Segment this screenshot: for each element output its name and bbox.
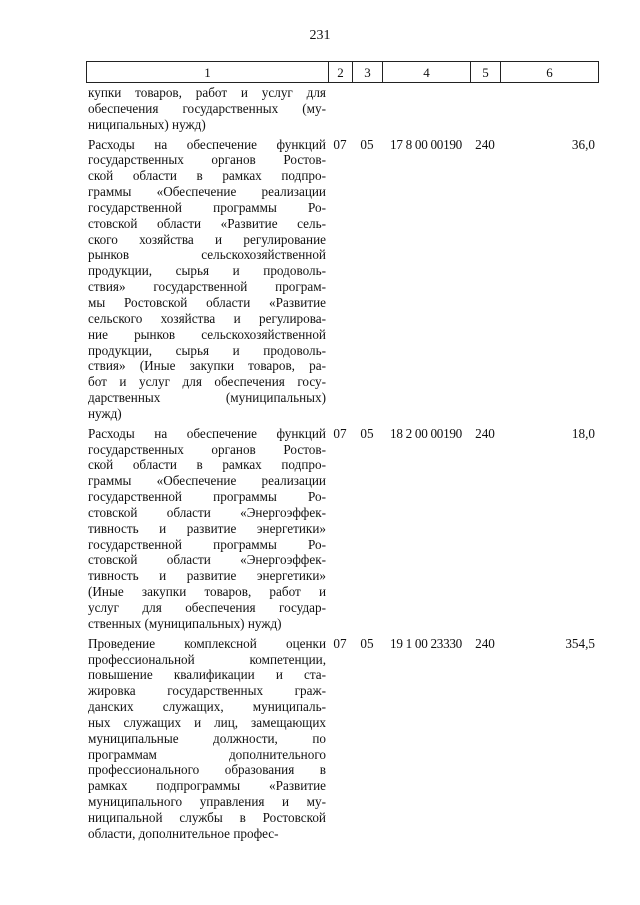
description-line: данских служащих, муниципаль- — [88, 699, 326, 715]
description-line: тивность и развитие энергетики» — [88, 520, 326, 536]
description-line: программам дополнительного — [88, 746, 326, 762]
description-line: продукции, сырья и продоволь- — [88, 342, 326, 358]
target-article-code: 17 8 00 00190 — [390, 136, 462, 152]
description-line: государственной программы Ро- — [88, 489, 326, 505]
column-header-5: 5 — [470, 62, 500, 82]
description-line: обеспечения государственных (му- — [88, 100, 326, 116]
section-code — [328, 85, 352, 133]
table-row — [86, 426, 599, 632]
table-row — [86, 636, 599, 842]
target-article-code — [382, 85, 470, 133]
description-line: области, дополнительное профес- — [88, 825, 279, 841]
description-line: ниципальных) нужд) — [88, 116, 206, 132]
table-row — [86, 137, 599, 422]
row-description — [88, 636, 326, 842]
amount-value: 18,0 — [571, 425, 595, 441]
column-header-1: 1 — [86, 62, 328, 82]
description-line: профессиональной компетенции, — [88, 651, 326, 667]
description-line: рынков сельскохозяйственной — [88, 247, 326, 263]
description-line: купки товаров, работ и услуг для — [88, 85, 326, 100]
expense-type-code — [470, 85, 500, 133]
description-line: Расходы на обеспечение функций — [88, 425, 326, 441]
table-row — [86, 85, 599, 133]
column-header-2: 2 — [328, 62, 352, 82]
row-description — [88, 85, 326, 133]
description-line: граммы «Обеспечение реализации — [88, 184, 326, 200]
description-line: бот и услуг для обеспечения госу- — [88, 374, 326, 390]
description-line: стовской области «Развитие сель- — [88, 215, 326, 231]
target-article-code: 18 2 00 00190 — [390, 425, 462, 441]
subsection-code: 05 — [360, 136, 374, 152]
description-line: муниципального управления и му- — [88, 794, 326, 810]
description-line: Проведение комплексной оценки — [88, 635, 326, 651]
description-line: услуг для обеспечения государ- — [88, 600, 326, 615]
description-line: государственных органов Ростов- — [88, 441, 326, 457]
description-line: (Иные закупки товаров, работ и — [88, 584, 326, 600]
description-line: ных служащих и лиц, замещающих — [88, 714, 326, 730]
description-line: ние рынков сельскохозяйственной — [88, 326, 326, 342]
expense-type-code: 240 — [475, 425, 495, 441]
description-line: государственной программы Ро- — [88, 536, 326, 552]
amount-value — [500, 85, 599, 133]
section-code: 07 — [333, 425, 347, 441]
subsection-code: 05 — [360, 635, 374, 651]
row-description — [88, 426, 326, 632]
description-line: сельского хозяйства и регулирова- — [88, 310, 326, 326]
description-line: государственной программы Ро- — [88, 199, 326, 215]
description-line: мы Ростовской области «Развитие — [88, 294, 326, 310]
subsection-code — [352, 85, 382, 133]
description-line: профессионального образования в — [88, 762, 326, 778]
description-line: Расходы на обеспечение функций — [88, 136, 326, 152]
description-line: ской области в рамках подпро- — [88, 168, 326, 184]
amount-value: 354,5 — [565, 635, 595, 651]
description-line: тивность и развитие энергетики» — [88, 568, 326, 584]
description-line: муниципальные должности, по — [88, 730, 326, 746]
description-line: рамках подпрограммы «Развитие — [88, 778, 326, 794]
description-line: ского хозяйства и регулирование — [88, 231, 326, 247]
table-body — [86, 85, 599, 846]
description-line: ственных (муниципальных) нужд) — [88, 615, 282, 631]
section-code: 07 — [333, 635, 347, 651]
subsection-code: 05 — [360, 425, 374, 441]
description-line: ствия» государственной програм- — [88, 279, 326, 295]
row-description — [88, 137, 326, 422]
column-header-3: 3 — [352, 62, 382, 82]
target-article-code: 19 1 00 23330 — [390, 635, 462, 651]
description-line: стовской области «Энергоэффек- — [88, 504, 326, 520]
description-line: ствия» (Иные закупки товаров, ра- — [88, 358, 326, 374]
section-code: 07 — [333, 136, 347, 152]
column-header-4: 4 — [382, 62, 470, 82]
description-line: дарственных (муниципальных) — [88, 390, 326, 406]
description-line: ниципальной службы в Ростовской — [88, 809, 326, 825]
description-line: продукции, сырья и продоволь- — [88, 263, 326, 279]
description-line: повышение квалификации и ста- — [88, 667, 326, 683]
description-line: жировка государственных граж- — [88, 683, 326, 699]
description-line: нужд) — [88, 405, 122, 421]
expense-type-code: 240 — [475, 635, 495, 651]
description-line: ской области в рамках подпро- — [88, 457, 326, 473]
description-line: стовской области «Энергоэффек- — [88, 552, 326, 568]
description-line: государственных органов Ростов- — [88, 152, 326, 168]
expense-type-code: 240 — [475, 136, 495, 152]
page-number: 231 — [309, 28, 331, 43]
column-header-6: 6 — [500, 62, 599, 82]
description-line: граммы «Обеспечение реализации — [88, 473, 326, 489]
amount-value: 36,0 — [571, 136, 595, 152]
table-header — [86, 61, 599, 83]
